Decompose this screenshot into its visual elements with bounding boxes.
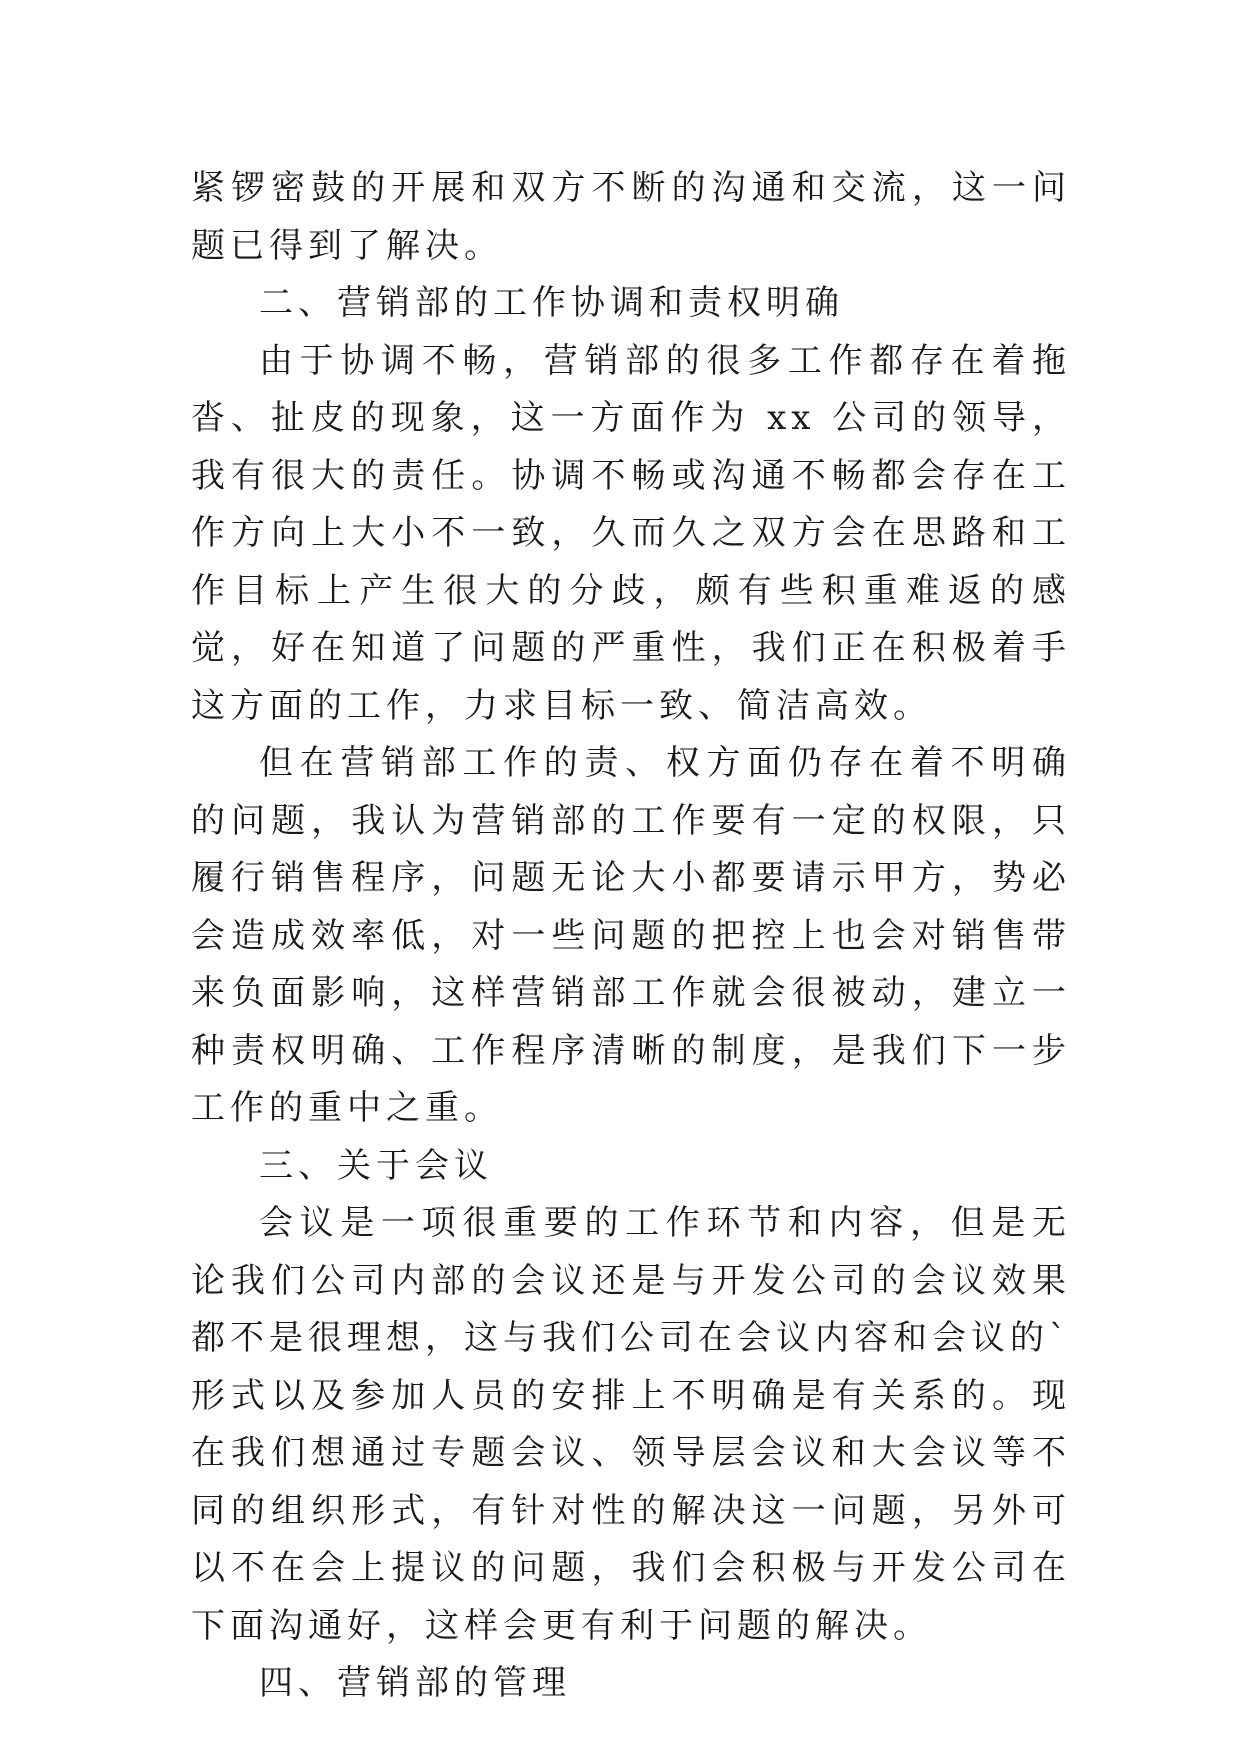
paragraph-meetings: 会议是一项很重要的工作环节和内容，但是无论我们公司内部的会议还是与开发公司的会议效果都不是很理想，这与我们公司在会议内容和会议的`形式以及参加人员的安排上不明确是有关系的。现在我们想通过专题会议、领导层会议和大会议等不同的组织形式，有针对性的解决这一问题，另外可以不在会上提议的问题，我们会积极与开发公司在下面沟通好，这样会更有利于问题的解决。 bbox=[191, 1203, 1071, 1646]
section-heading-meetings: 三、关于会议 bbox=[259, 1145, 493, 1186]
paragraph-responsibility: 但在营销部工作的责、权方面仍存在着不明确的问题，我认为营销部的工作要有一定的权限，只履行销售程序，问题无论大小都要请示甲方，势必会造成效率低，对一些问题的把控上也会对销售带来负面影响，这样营销部工作就会很被动，建立一种责权明确、工作程序清晰的制度，是我们下一步工作的重中之重。 bbox=[191, 743, 1071, 1128]
section-heading-coordination: 二、营销部的工作协调和责权明确 bbox=[259, 283, 844, 323]
section-heading-management: 四、营销部的管理 bbox=[259, 1663, 571, 1703]
document-body bbox=[191, 160, 1071, 1713]
paragraph-coordination: 由于协调不畅，营销部的很多工作都存在着拖沓、扯皮的现象，这一方面作为 xx 公司的领导，我有很大的责任。协调不畅或沟通不畅都会存在工作方向上大小不一致，久而久之双方会在思路和工作目标上产生很大的分歧，颇有些积重难返的感觉，好在知道了问题的严重性，我们正在积极着手这方面的工作，力求目标一致、简洁高效。 bbox=[191, 340, 1071, 726]
paragraph-continuation: 紧锣密鼓的开展和双方不断的沟通和交流，这一问题已得到了解决。 bbox=[191, 168, 1071, 266]
